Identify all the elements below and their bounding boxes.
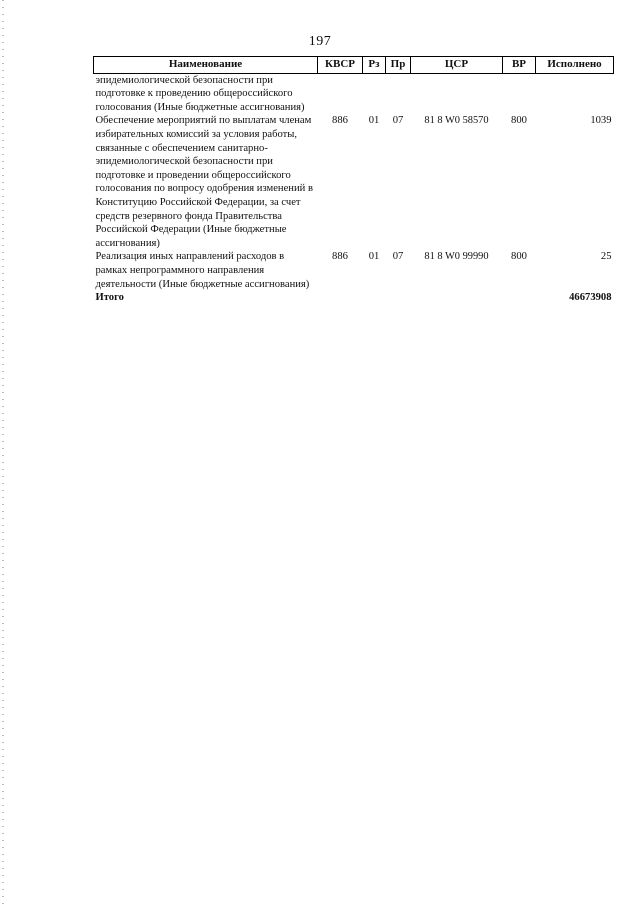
row-vr: 800 <box>511 115 527 127</box>
row-kvsr: 886 <box>332 251 348 263</box>
table-row <box>94 73 614 114</box>
header-pr: Пр <box>386 57 411 74</box>
header-name: Наименование <box>94 57 318 74</box>
row-rz: 01 <box>368 115 380 127</box>
page-number: 197 <box>308 34 332 49</box>
header-rz: Рз <box>363 57 386 74</box>
row-rz: 01 <box>368 251 380 263</box>
row-kvsr: 886 <box>332 115 348 127</box>
table-row <box>94 250 614 291</box>
row-name: эпидемиологической безопасности при подготовке к проведению общероссийского голосования (Иные бюджетные ассигнования) <box>95 74 305 113</box>
total-value: 46673908 <box>569 292 612 304</box>
header-kvsr: КВСР <box>318 57 363 74</box>
row-done: 1039 <box>590 115 612 127</box>
header-done: Исполнено <box>536 57 614 74</box>
row-csr: 81 8 W0 58570 <box>424 115 489 127</box>
total-row <box>94 291 614 305</box>
header-csr: ЦСР <box>411 57 503 74</box>
row-name: Реализация иных направлений расходов в рамках непрограммного направления деятельности (Иные бюджетные ассигнования) <box>95 251 310 290</box>
row-pr: 07 <box>392 251 404 263</box>
row-pr: 07 <box>392 115 404 127</box>
header-vr: ВР <box>503 57 536 74</box>
row-done <box>536 73 614 114</box>
row-csr: 81 8 W0 99990 <box>424 251 489 263</box>
row-vr: 800 <box>511 251 527 263</box>
table-header-row <box>94 57 614 74</box>
table-row <box>94 114 614 250</box>
row-pr <box>386 73 411 114</box>
row-rz <box>363 73 386 114</box>
scan-margin-dots <box>2 0 4 905</box>
row-kvsr <box>318 73 363 114</box>
expenditure-table <box>93 56 614 305</box>
row-name: Обеспечение мероприятий по выплатам членам избирательных комиссий за условия работы, связанные с обеспечением санитарно-эпидемиологической безопасности при подготовке и проведении общероссийского голосования по вопросу одобрения изменений в Конституцию Российской Федерации, за счет средств резервного фонда Правительства Российской Федерации (Иные бюджетные ассигнования) <box>95 115 313 249</box>
row-done: 25 <box>600 251 612 263</box>
row-csr <box>411 73 503 114</box>
row-vr <box>503 73 536 114</box>
total-label: Итого <box>95 292 124 304</box>
